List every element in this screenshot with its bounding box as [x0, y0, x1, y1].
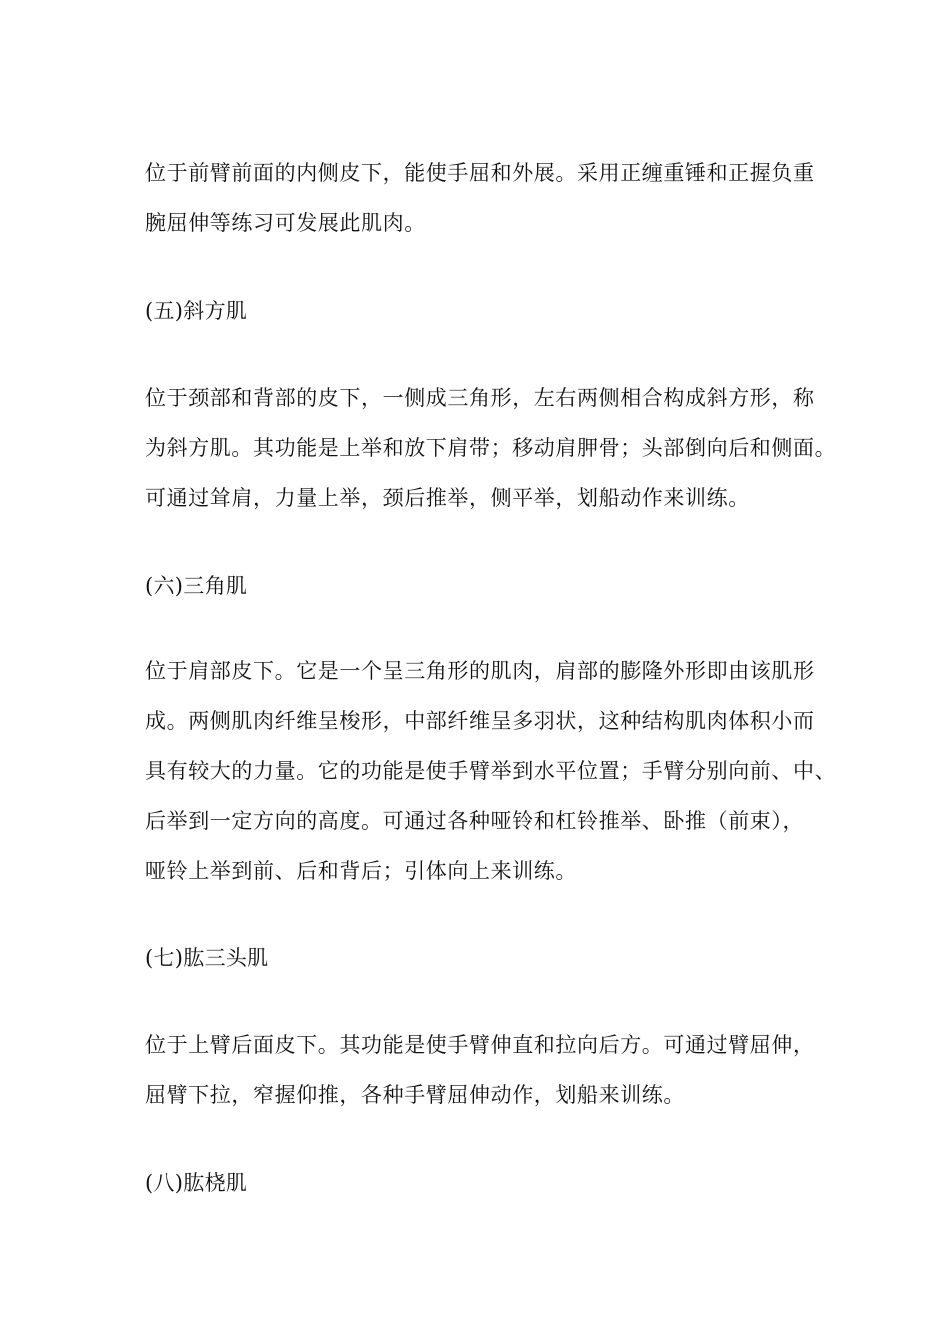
paragraph-line: 位于前臂前面的内侧皮下，能使手屈和外展。采用正缠重锤和正握负重	[145, 161, 815, 185]
paragraph-line: 成。两侧肌肉纤维呈梭形，中部纤维呈多羽状，这种结构肌肉体积小而	[145, 709, 815, 733]
paragraph-line: 位于上臂后面皮下。其功能是使手臂伸直和拉向后方。可通过臂屈伸，	[145, 1033, 815, 1057]
paragraph-line: 位于颈部和背部的皮下，一侧成三角形，左右两侧相合构成斜方形，称	[145, 386, 815, 410]
paragraph-line: 可通过耸肩，力量上举，颈后推举，侧平举，划船动作来训练。	[145, 486, 750, 510]
paragraph-line: 具有较大的力量。它的功能是使手臂举到水平位置；手臂分别向前、中、	[145, 759, 837, 783]
section-heading: (八)肱桡肌	[145, 1171, 248, 1195]
section-heading: (六)三角肌	[145, 574, 248, 598]
paragraph-line: 后举到一定方向的高度。可通过各种哑铃和杠铃推举、卧推（前束），	[145, 809, 805, 833]
paragraph-line: 为斜方肌。其功能是上举和放下肩带；移动肩胛骨；头部倒向后和侧面。	[145, 436, 837, 460]
paragraph-line: 腕屈伸等练习可发展此肌肉。	[145, 211, 426, 235]
paragraph-line: 屈臂下拉，窄握仰推，各种手臂屈伸动作，划船来训练。	[145, 1083, 685, 1107]
paragraph-line: 哑铃上举到前、后和背后；引体向上来训练。	[145, 859, 577, 883]
section-heading: (五)斜方肌	[145, 299, 248, 323]
section-heading: (七)肱三头肌	[145, 946, 269, 970]
paragraph-line: 位于肩部皮下。它是一个呈三角形的肌肉，肩部的膨隆外形即由该肌形	[145, 659, 815, 683]
